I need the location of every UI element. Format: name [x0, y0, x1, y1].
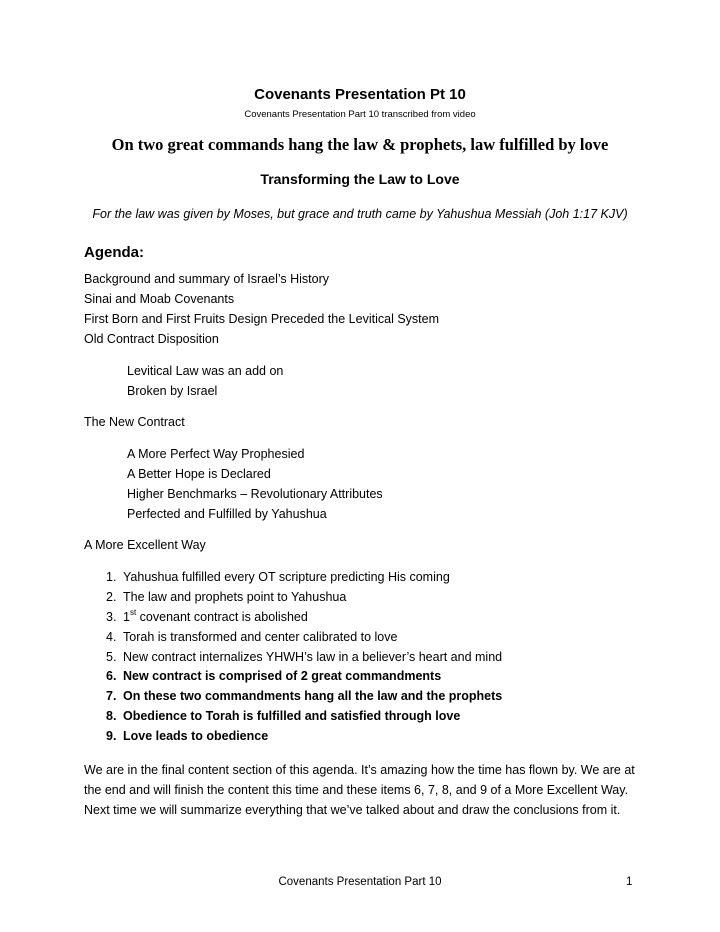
point-number: 8.: [106, 709, 117, 723]
agenda-item: The New Contract: [84, 415, 185, 429]
point-text: Love leads to obedience: [123, 729, 269, 743]
point-text: Yahushua fulfilled every OT scripture predicting His coming: [123, 570, 450, 584]
point-number: 1.: [106, 570, 117, 584]
point-text: The law and prophets point to Yahushua: [123, 590, 347, 604]
numbered-point: [106, 689, 502, 703]
agenda-subitem: Perfected and Fulfilled by Yahushua: [127, 507, 327, 521]
point-number: 6.: [106, 669, 117, 683]
agenda-item: Old Contract Disposition: [84, 332, 219, 346]
point-ordinal-suffix: st: [129, 608, 137, 617]
document-subtitle: Covenants Presentation Part 10 transcribed from video: [244, 109, 476, 120]
numbered-point: [106, 709, 460, 723]
agenda-subitem: A Better Hope is Declared: [127, 467, 271, 481]
footer-label: Covenants Presentation Part 10: [278, 876, 442, 888]
page-number: 1: [626, 876, 633, 888]
numbered-point: [106, 650, 502, 664]
scripture-verse: For the law was given by Moses, but grace and truth came by Yahushua Messiah (Joh 1:17 KJV): [92, 207, 628, 221]
point-number: 4.: [106, 630, 117, 644]
point-text: New contract is comprised of 2 great commandments: [123, 669, 442, 683]
point-ordinal: 1: [123, 610, 130, 624]
numbered-point: [106, 669, 441, 683]
point-number: 3.: [106, 610, 117, 624]
point-text: Obedience to Torah is fulfilled and satisfied through love: [123, 709, 461, 723]
point-text: covenant contract is abolished: [136, 610, 308, 624]
numbered-point: [106, 729, 268, 743]
numbered-point: [106, 630, 397, 644]
agenda-item: Sinai and Moab Covenants: [84, 292, 235, 306]
numbered-point: [106, 570, 450, 584]
point-text: On these two commandments hang all the law and the prophets: [123, 689, 503, 703]
agenda-subitem: Levitical Law was an add on: [127, 364, 284, 378]
document-title: Covenants Presentation Pt 10: [254, 86, 466, 103]
theme-heading: Transforming the Law to Love: [260, 171, 460, 187]
numbered-point: [106, 590, 346, 604]
point-number: 2.: [106, 590, 117, 604]
numbered-point: [106, 610, 308, 624]
body-paragraph: We are in the final content section of this agenda. It’s amazing how the time has flown by. We are at the end and will finish the content this time and these items 6, 7, 8, and 9 of a More Excellent Way. Next time we will summarize everything that we’ve talked about and draw the conclusions from it.: [84, 763, 635, 817]
agenda-item: A More Excellent Way: [84, 538, 206, 552]
point-number: 9.: [106, 729, 117, 743]
agenda-subitem: Broken by Israel: [127, 384, 218, 398]
agenda-subitem: A More Perfect Way Prophesied: [127, 447, 305, 461]
agenda-subitem: Higher Benchmarks – Revolutionary Attributes: [127, 487, 383, 501]
point-text: Torah is transformed and center calibrated to love: [123, 630, 398, 644]
agenda-item: First Born and First Fruits Design Preceded the Levitical System: [84, 312, 439, 326]
agenda-title: Agenda:: [84, 244, 144, 261]
point-text: New contract internalizes YHWH’s law in a believer’s heart and mind: [123, 650, 503, 664]
document-heading: On two great commands hang the law & prophets, law fulfilled by love: [111, 135, 609, 154]
agenda-item: Background and summary of Israel’s History: [84, 272, 330, 286]
point-number: 5.: [106, 650, 117, 664]
point-number: 7.: [106, 689, 117, 703]
